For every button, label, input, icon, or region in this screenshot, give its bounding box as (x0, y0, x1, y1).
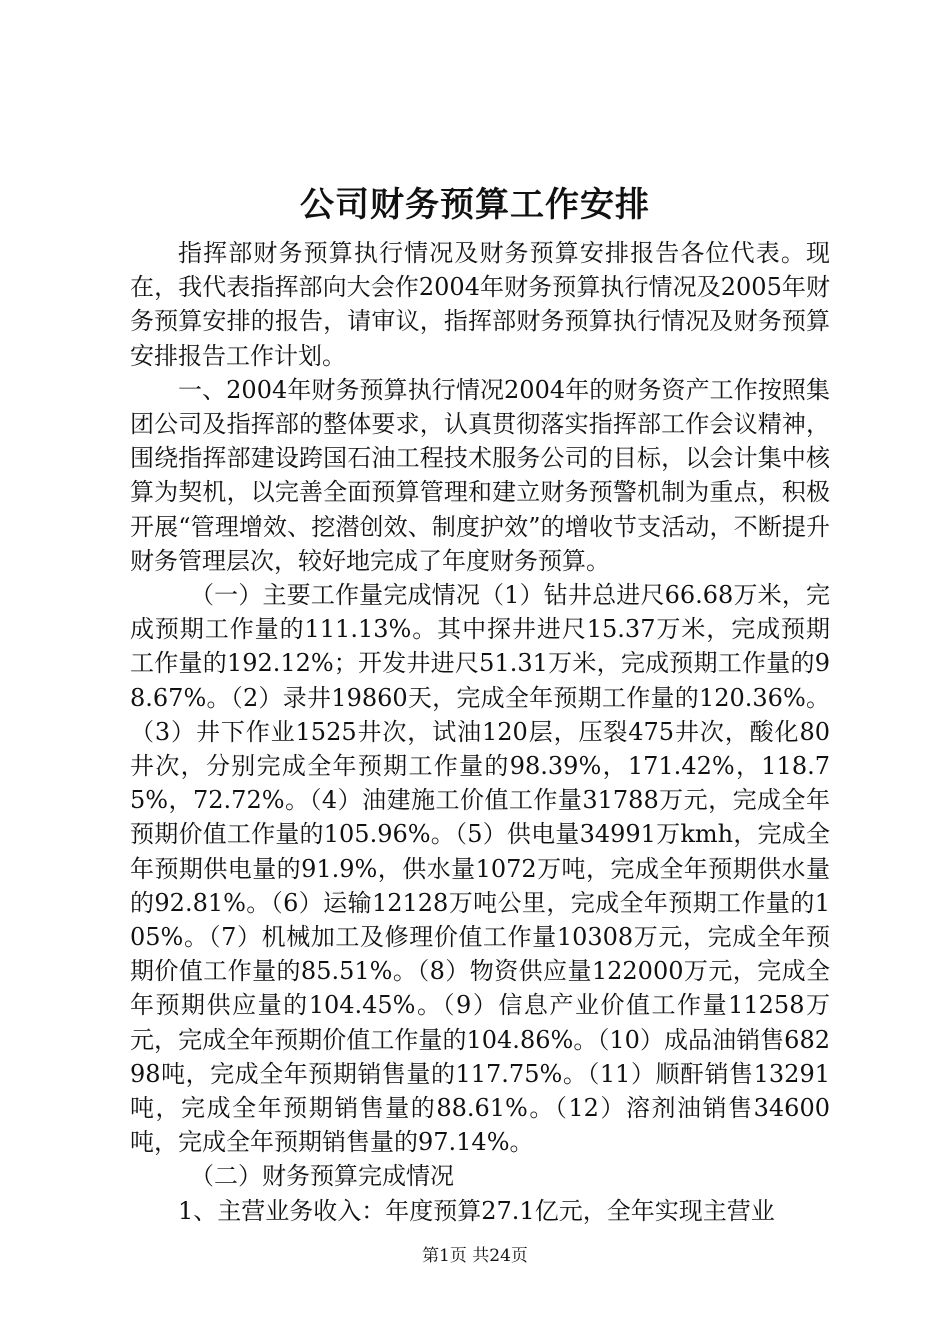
document-title: 公司财务预算工作安排 (300, 185, 650, 225)
paragraph-revenue: 1、主营业务收入：年度预算27.1亿元，全年实现主营业 (178, 1196, 775, 1225)
document-body (130, 236, 830, 1228)
paragraph-workload: （一）主要工作量完成情况（1）钻井总进尺66.68万米，完成预期工作量的111.13%。其中探井进尺15.37万米，完成预期工作量的192.12%；开发井进尺51.31万米，完成预期工作量的98.67%。（2）录井19860天，完成全年预期工作量的120.36%。（3）井下作业1525井次，试油120层，压裂475井次，酸化80井次，分别完成全年预期工作量的98.39%，171.42%，118.75%，72.72%。（4）油建施工价值工作量31788万元，完成全年预期价值工作量的105.96%。（5）供电量34991万kmh，完成全年预期供电量的91.9%，供水量1072万吨，完成全年预期供水量的92.81%。（6）运输12128万吨公里，完成全年预期工作量的105%。（7）机械加工及修理价值工作量10308万元，完成全年预期价值工作量的85.51%。（8）物资供应量122000万元，完成全年预期供应量的104.45%。（9）信息产业价值工作量11258万元，完成全年预期价值工作量的104.86%。（10）成品油销售68298吨，完成全年预期销售量的117.75%。（11）顺酐销售13291吨，完成全年预期销售量的88.61%。（12）溶剂油销售34600吨，完成全年预期销售量的97.14%。 (130, 581, 830, 1157)
paragraph-intro: 指挥部财务预算执行情况及财务预算安排报告各位代表。现在，我代表指挥部向大会作2004年财务预算执行情况及2005年财务预算安排的报告，请审议，指挥部财务预算执行情况及财务预算安排报告工作计划。 (130, 239, 830, 370)
paragraph-heading-budget: （二）财务预算完成情况 (190, 1162, 454, 1191)
page-number-footer: 第1页 共24页 (422, 1246, 528, 1266)
paragraph-section-one: 一、2004年财务预算执行情况2004年的财务资产工作按照集团公司及指挥部的整体要求，认真贯彻落实指挥部工作会议精神，围绕指挥部建设跨国石油工程技术服务公司的目标，以会计集中核算为契机，以完善全面预算管理和建立财务预警机制为重点，积极开展“管理增效、挖潜创效、制度护效”的增收节支活动，不断提升财务管理层次，较好地完成了年度财务预算。 (130, 375, 830, 575)
